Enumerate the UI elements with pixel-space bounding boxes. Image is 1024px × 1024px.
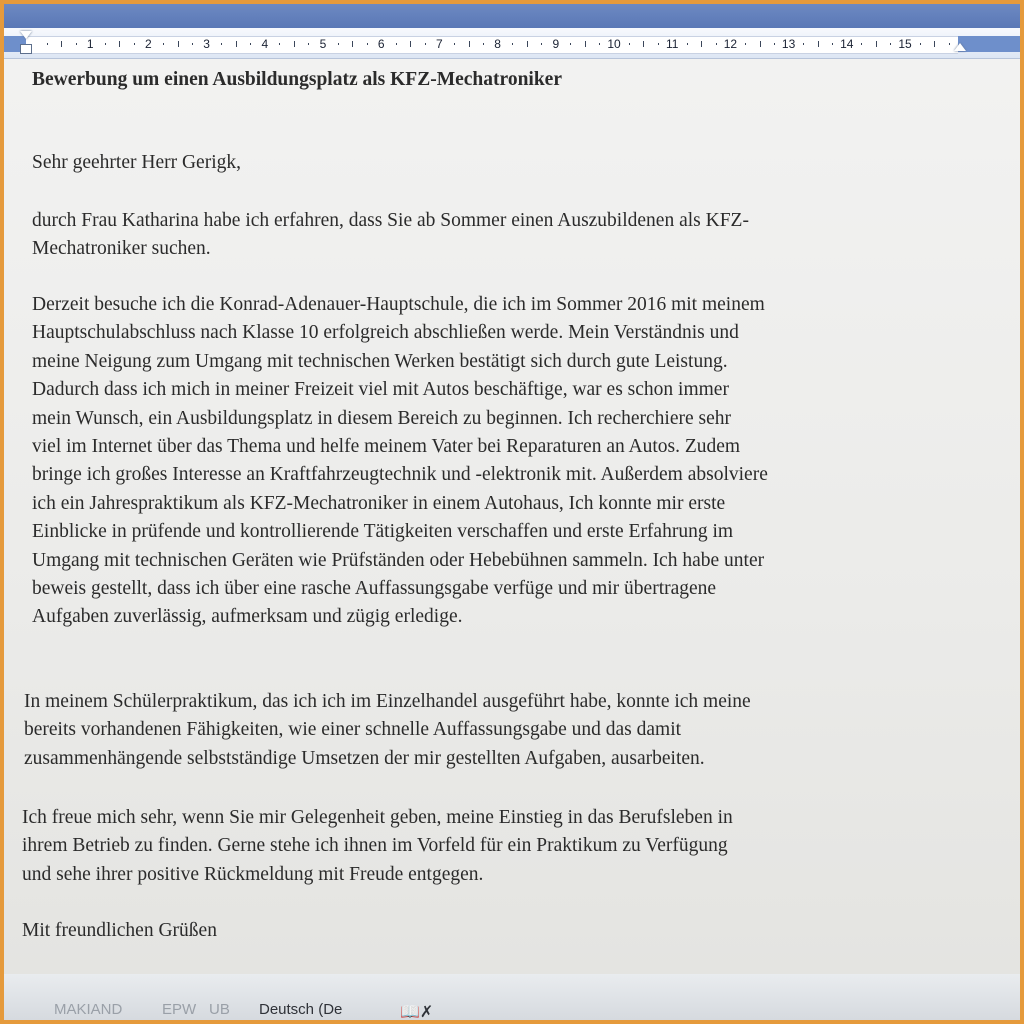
ruler-number: 10 [607,37,621,51]
ruler-minor-tick [61,41,62,47]
text-line: Einblicke in prüfende und kontrollierende Tätigkeiten verschaffen und erste Erfahrung im [32,521,734,543]
ruler-minor-tick [745,43,746,45]
language-indicator[interactable]: Deutsch (De [259,1001,343,1018]
ruler-number: 12 [723,37,738,51]
ruler-minor-tick [512,43,513,45]
ruler-minor-tick [425,43,426,45]
proofing-icon[interactable]: 📖✗ [400,1002,434,1021]
ruler-minor-tick [236,41,237,47]
ruler-minor-tick [876,41,877,47]
text-line: meine Neigung zum Umgang mit technischen Werken bestätigt sich durch gute Leistung. [32,350,728,372]
ruler-minor-tick [760,41,761,47]
ruler-minor-tick [716,43,717,45]
text-line: In meinem Schülerpraktikum, das ich ich im Einzelhandel ausgeführt habe, konnte ich meine [24,691,751,712]
ruler-minor-tick [687,43,688,45]
ruler-minor-tick [105,43,106,45]
ruler-minor-tick [541,43,542,45]
status-item-1[interactable]: MAKIAND [54,1001,123,1018]
ruler-minor-tick [221,43,222,45]
ruler-minor-tick [163,43,164,45]
ruler-minor-tick [396,43,397,45]
right-indent-marker[interactable] [954,43,966,51]
ruler-number: 2 [145,37,152,51]
text-line: Derzeit besuche ich die Konrad-Adenauer-Hauptschule, die ich im Sommer 2016 mit meinem [32,294,765,315]
document-page[interactable] [4,59,1020,974]
ruler-number: 11 [665,37,679,51]
ruler-number: 13 [781,37,796,51]
ruler-number: 1 [86,37,94,51]
ruler-number: 3 [203,37,210,51]
ruler-minor-tick [890,43,891,45]
ruler-minor-tick [483,43,484,45]
ruler-minor-tick [178,41,179,47]
ruler-minor-tick [861,43,862,45]
ruler-minor-tick [367,43,368,45]
ruler-minor-tick [774,43,775,45]
ruler-minor-tick [294,41,295,47]
text-line: viel im Internet über das Thema und helfe meinem Vater bei Reparaturen an Autos. Zudem [32,436,741,458]
text-line: beweis gestellt, dass ich über eine rasche Auffassungsgabe verfüge und mir übertragene [32,578,717,600]
ruler-number: 14 [840,37,854,51]
text-line: durch Frau Katharina habe ich erfahren, dass Sie ab Sommer einen Auszubildenen als KFZ- [32,210,749,231]
text-line: und sehe ihrer positive Rückmeldung mit Freude entgegen. [22,863,484,885]
ruler-right-margin [958,36,1020,52]
salutation: Sehr geehrter Herr Gerigk, [32,152,241,173]
left-indent-marker[interactable] [20,44,32,54]
horizontal-ruler[interactable] [4,28,1020,59]
ruler-minor-tick [629,43,630,45]
status-item-3[interactable]: UB [209,1001,230,1018]
ruler-minor-tick [643,41,644,47]
ruler-minor-tick [585,41,586,47]
ruler-minor-tick [338,43,339,45]
ruler-minor-tick [134,43,135,45]
ruler-minor-tick [658,43,659,45]
ruler-minor-tick [818,41,819,47]
text-line: Aufgaben zuverlässig, aufmerksam und zügig erledige. [32,606,463,628]
ruler-number: 5 [319,37,327,51]
ruler-minor-tick [250,43,251,45]
ruler-minor-tick [949,43,950,45]
status-item-2[interactable]: EPW [162,1001,197,1018]
ruler-minor-tick [599,43,600,45]
ruler-minor-tick [352,41,353,47]
ruler-number: 8 [494,37,501,51]
text-line: Umgang mit technischen Geräten wie Prüfständen oder Hebebühnen sammeln. Ich habe unter [32,549,765,571]
ruler-minor-tick [527,41,528,47]
status-bar [4,974,1020,1020]
ruler-minor-tick [192,43,193,45]
paragraph-4 [22,804,962,889]
closing: Mit freundlichen Grüßen [22,920,217,941]
ruler-minor-tick [308,43,309,45]
text-line: Mechatroniker suchen. [32,238,211,260]
ruler-minor-tick [47,43,48,45]
text-line: Hauptschulabschluss nach Klasse 10 erfolgreich abschließen werde. Mein Verständnis und [32,322,739,344]
ruler-minor-tick [701,41,702,47]
ruler-minor-tick [454,43,455,45]
ruler-minor-tick [832,43,833,45]
text-line: zusammenhängende selbstständige Umsetzen der mir gestellten Aufgaben, ausarbeiten. [24,747,705,769]
ruler-minor-tick [76,43,77,45]
ruler-number: 6 [377,37,385,51]
ruler-minor-tick [920,43,921,45]
paragraph-1 [32,207,972,264]
document-heading: Bewerbung um einen Ausbildungsplatz als KFZ-Mechatroniker [32,69,562,90]
ruler-minor-tick [119,41,120,47]
first-line-indent-marker[interactable] [20,31,32,39]
ruler-number: 4 [261,37,269,51]
ruler-minor-tick [469,41,470,47]
ruler-minor-tick [279,43,280,45]
ruler-number: 7 [436,37,443,51]
text-line: bereits vorhandenen Fähigkeiten, wie einer schnelle Auffassungsgabe und das damit [24,719,682,741]
text-line: mein Wunsch, ein Ausbildungsplatz in diesem Bereich zu beginnen. Ich recherchiere sehr [32,407,732,429]
ruler-number: 9 [552,37,560,51]
paragraph-3 [24,688,964,773]
ruler-number: 15 [898,37,912,51]
ruler-minor-tick [410,41,411,47]
text-line: ich ein Jahrespraktikum als KFZ-Mechatroniker in einem Autohaus, Ich konnte mir erste [32,492,726,514]
text-line: Ich freue mich sehr, wenn Sie mir Gelegenheit geben, meine Einstieg in das Berufsleben in [22,807,733,828]
ruler-minor-tick [803,43,804,45]
ruler-minor-tick [934,41,935,47]
text-line: bringe ich großes Interesse an Kraftfahrzeugtechnik und -elektronik mit. Außerdem absolviere [32,464,768,486]
paragraph-2 [32,291,972,632]
text-line: Dadurch dass ich mich in meiner Freizeit viel mit Autos beschäftige, war es schon immer [32,379,729,401]
ruler-minor-tick [570,43,571,45]
window-title-bar [4,4,1020,28]
text-line: ihrem Betrieb zu finden. Gerne stehe ich ihnen im Vorfeld für ein Praktikum zu Verfügung [22,835,728,857]
